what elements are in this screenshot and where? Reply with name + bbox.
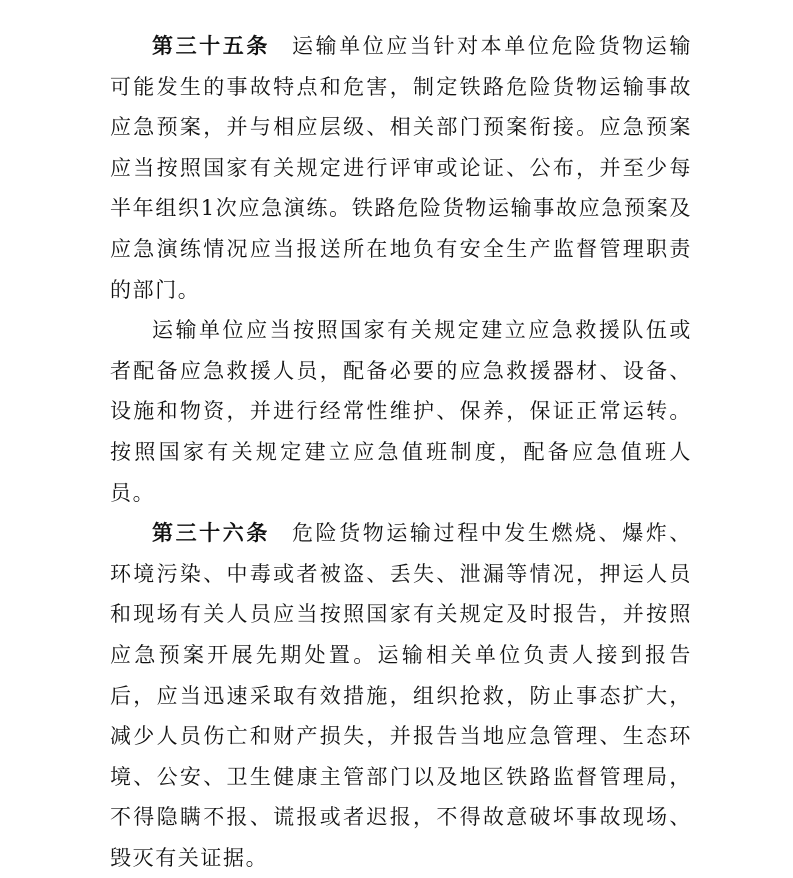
article-35-body-1: 运输单位应当针对本单位危险货物运输可能发生的事故特点和危害，制定铁路危险货物运输事故应急预案，并与相应层级、相关部门预案衔接。应急预案应当按照国家有关规定进行评审或论证、公布，并至少每半年组织1次应急演练。铁路危险货物运输事故应急预案及应急演练情况应当报送所在地负有安全生产监督管理职责的部门。 xyxy=(110,34,692,302)
article-35-body-2: 运输单位应当按照国家有关规定建立应急救援队伍或者配备应急救援人员，配备必要的应急救援器材、设备、设施和物资，并进行经常性维护、保养，保证正常运转。按照国家有关规定建立应急值班制度，配备应急值班人员。 xyxy=(110,318,692,505)
article-35-paragraph-2 xyxy=(110,310,692,513)
regulation-text xyxy=(110,26,692,878)
article-36-body-1: 危险货物运输过程中发生燃烧、爆炸、环境污染、中毒或者被盗、丢失、泄漏等情况，押运人员和现场有关人员应当按照国家有关规定及时报告，并按照应急预案开展先期处置。运输相关单位负责人接到报告后，应当迅速采取有效措施，组织抢救，防止事态扩大，减少人员伤亡和财产损失，并报告当地应急管理、生态环境、公安、卫生健康主管部门以及地区铁路监督管理局，不得隐瞒不报、谎报或者迟报，不得故意破坏事故现场、毁灭有关证据。 xyxy=(110,521,692,870)
article-36-paragraph-1 xyxy=(110,513,692,878)
article-36-title: 第三十六条 xyxy=(152,520,270,546)
article-35-title: 第三十五条 xyxy=(152,33,270,58)
article-35-paragraph-1 xyxy=(110,26,692,310)
